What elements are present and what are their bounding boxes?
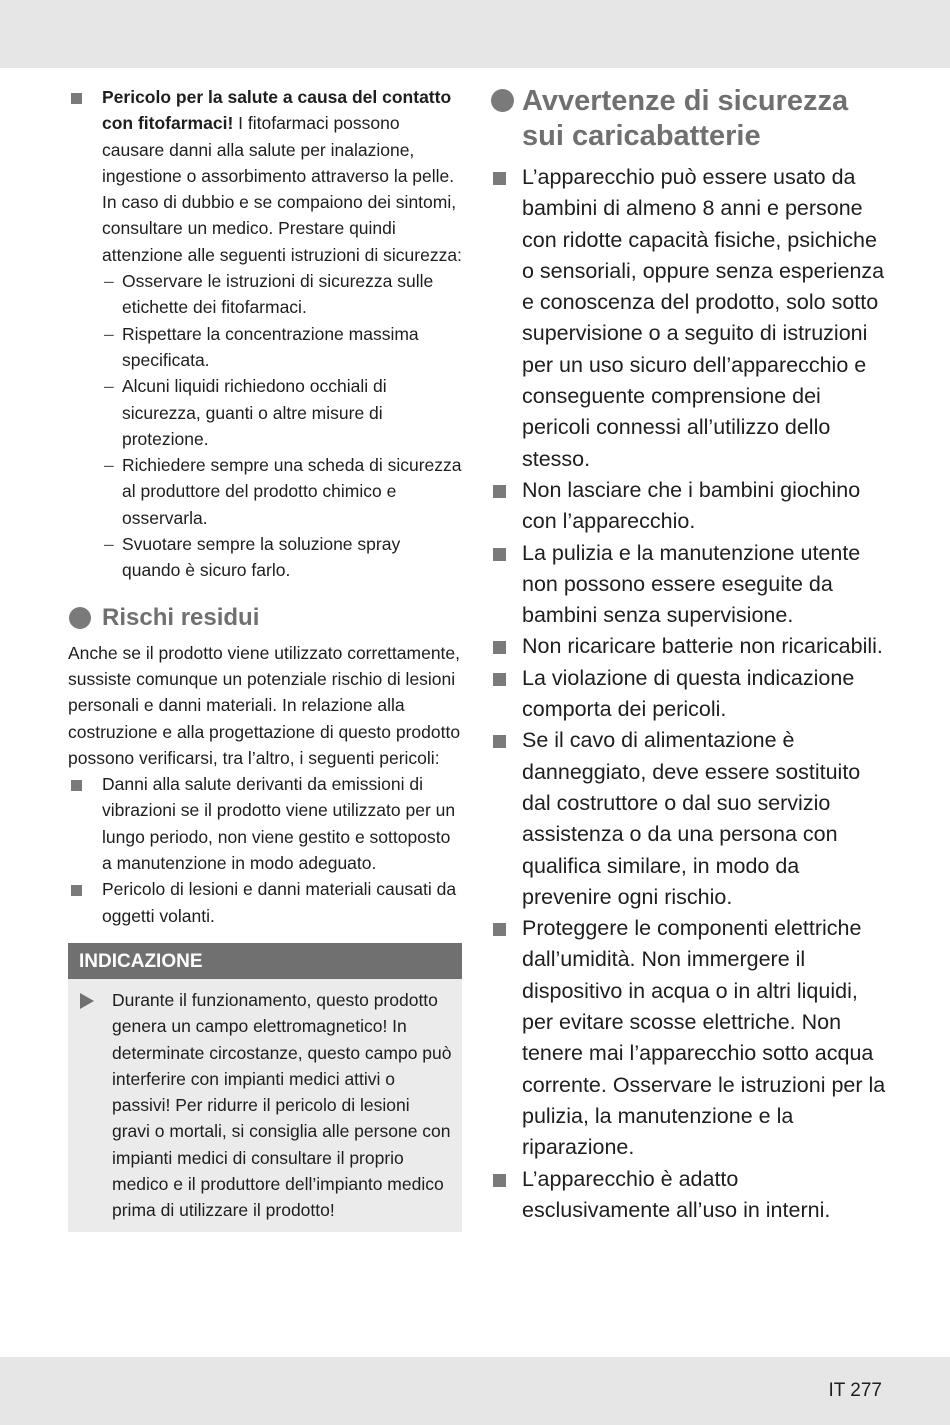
square-bullet-icon	[493, 1174, 506, 1187]
square-bullet-icon	[71, 885, 82, 896]
square-bullet-icon	[71, 93, 82, 104]
charger-safety-item: La pulizia e la manutenzione utente non possono essere eseguite da bambini senza supervisione.	[490, 538, 890, 632]
note-text: Durante il funzionamento, questo prodotto genera un campo elettromagnetico! In determinate circostanze, questo campo può interferire con impianti medici attivi o passivi! Per ridurre il pericolo di lesioni gravi o mortali, si consiglia alle persone con impianti medici di consultare il proprio medico e il produttore dell’impianto medico prima di utilizzare il prodotto!	[112, 989, 452, 1221]
right-column	[490, 84, 890, 1226]
square-bullet-icon	[493, 485, 506, 498]
dash-item: – Osservare le istruzioni di sicurezza sulle etichette dei fitofarmaci.	[104, 271, 434, 318]
charger-safety-heading: Avvertenze di sicurezza sui caricabatterie	[490, 84, 890, 154]
square-bullet-icon	[493, 172, 506, 185]
charger-safety-item: La violazione di questa indicazione comporta dei pericoli.	[490, 663, 890, 726]
square-bullet-icon	[71, 780, 82, 791]
dash-item: – Alcuni liquidi richiedono occhiali di sicurezza, guanti o altre misure di protezione.	[104, 376, 387, 449]
charger-safety-item: Non ricaricare batterie non ricaricabili.	[490, 631, 890, 662]
square-bullet-icon	[493, 548, 506, 561]
health-hazard-text: I fitofarmaci possono causare danni alla salute per inalazione, ingestione o assorbimento attraverso la pelle. In caso di dubbio e se compaiono dei sintomi, consultare un medico. Prestare quindi attenzione alle seguenti istruzioni di sicurezza:	[102, 113, 462, 265]
residual-risks-heading: Rischi residui	[68, 602, 462, 634]
footer-band	[0, 1357, 950, 1425]
dash-item: – Svuotare sempre la soluzione spray quando è sicuro farlo.	[104, 534, 401, 581]
charger-safety-item: Non lasciare che i bambini giochino con l’apparecchio.	[490, 475, 890, 538]
page-number: IT 277	[828, 1380, 882, 1401]
note-body	[68, 979, 462, 1224]
residual-risks-paragraph: Anche se il prodotto viene utilizzato correttamente, sussiste comunque un potenziale rischio di lesioni personali e danni materiali. In relazione alla costruzione e alla progettazione di questo prodotto possono verificarsi, tra l’altro, i seguenti pericoli:	[68, 642, 461, 768]
residual-risk-item: Danni alla salute derivanti da emissioni di vibrazioni se il prodotto viene utilizzato per un lungo periodo, non viene gestito e sottoposto a manutenzione in modo adeguato.	[68, 771, 462, 876]
triangle-arrow-icon	[80, 993, 94, 1009]
square-bullet-icon	[493, 923, 506, 936]
square-bullet-icon	[493, 735, 506, 748]
note-title: INDICAZIONE	[68, 943, 462, 979]
square-bullet-icon	[493, 641, 506, 654]
health-hazard-title: Pericolo per la salute a causa del contatto con fitofarmaci!	[102, 87, 452, 134]
circle-bullet-icon	[491, 89, 514, 112]
dash-item: – Richiedere sempre una scheda di sicurezza al produttore del prodotto chimico e osservarla.	[104, 455, 462, 528]
health-hazard-bullet	[68, 84, 462, 268]
charger-safety-item: L’apparecchio può essere usato da bambini di almeno 8 anni e persone con ridotte capacità fisiche, psichiche o sensoriali, oppure senza esperienza e conoscenza del prodotto, solo sotto supervisione o a seguito di istruzioni per un uso sicuro dell’apparecchio e conseguente comprensione dei pericoli connessi all’utilizzo dello stesso.	[490, 162, 890, 475]
note-box	[68, 943, 462, 1232]
residual-risk-item: Pericolo di lesioni e danni materiali causati da oggetti volanti.	[68, 876, 462, 929]
left-column	[68, 84, 462, 1232]
dash-item: – Rispettare la concentrazione massima specificata.	[104, 323, 419, 370]
header-band	[0, 0, 950, 68]
square-bullet-icon	[493, 673, 506, 686]
circle-bullet-icon	[69, 607, 91, 629]
charger-safety-item: Proteggere le componenti elettriche dall’umidità. Non immergere il dispositivo in acqua o in altri liquidi, per evitare scosse elettriche. Non tenere mai l’apparecchio sotto acqua corrente. Osservare le istruzioni per la pulizia, la manutenzione e la riparazione.	[490, 913, 890, 1163]
charger-safety-item: L’apparecchio è adatto esclusivamente all’uso in interni.	[490, 1164, 890, 1227]
charger-safety-item: Se il cavo di alimentazione è danneggiato, deve essere sostituito dal costruttore o dal suo servizio assistenza o da una persona con qualifica similare, in modo da prevenire ogni rischio.	[490, 725, 890, 913]
